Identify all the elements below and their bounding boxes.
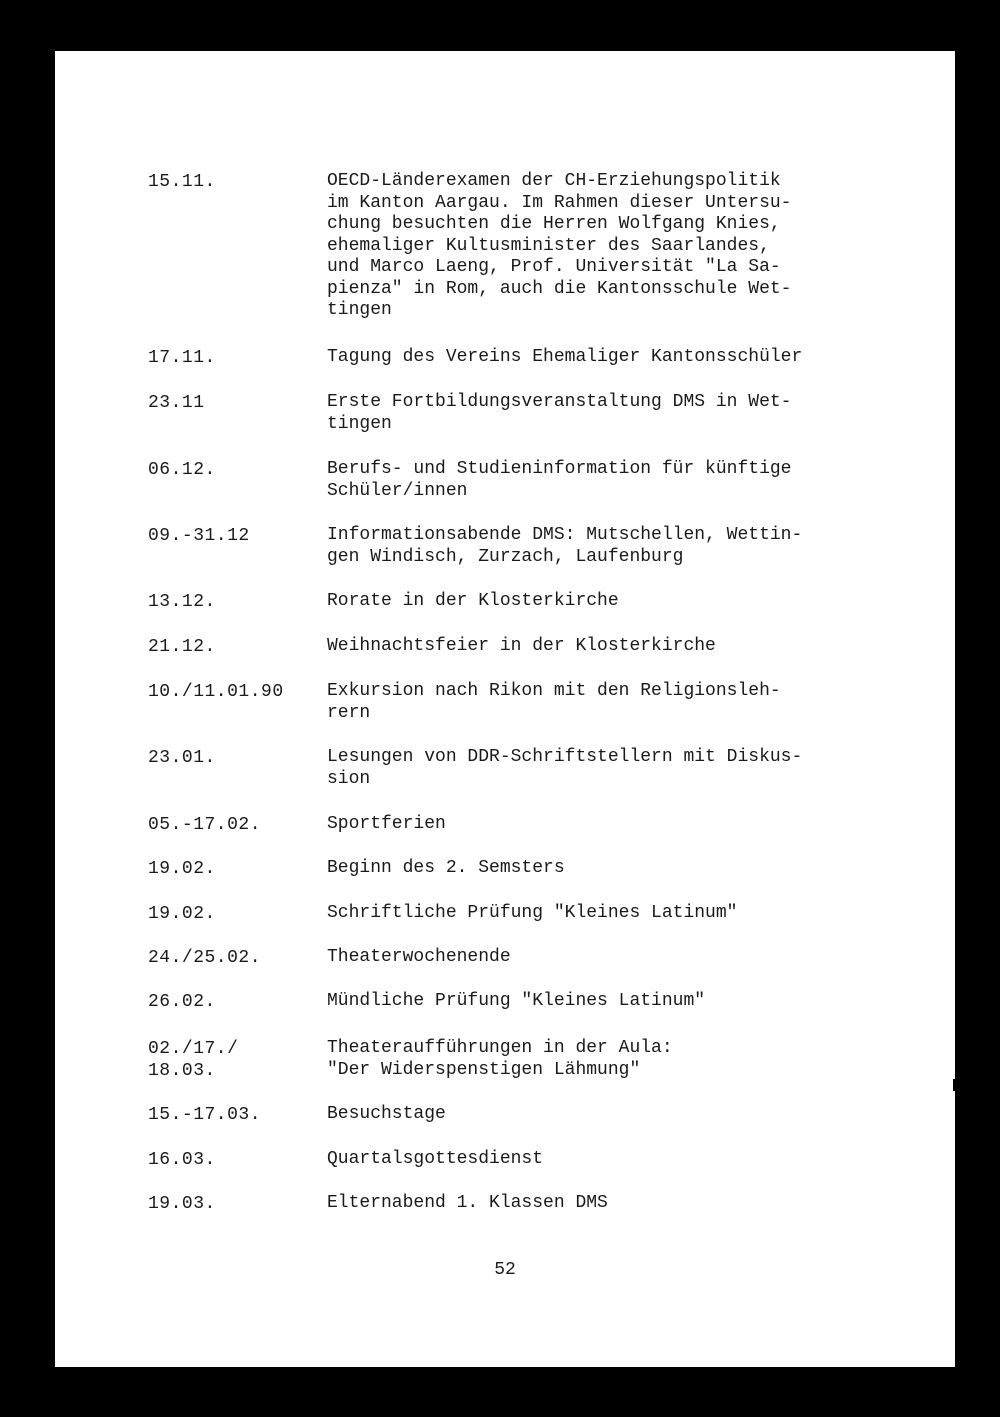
entry-date: 05.-17.02. [148,815,262,835]
entry-date: 24./25.02. [148,948,262,968]
entry-date: 16.03. [148,1150,216,1170]
entry-date: 13.12. [148,592,216,612]
entry-text: Beginn des 2. Semsters [327,858,565,878]
entry-text: Elternabend 1. Klassen DMS [327,1193,608,1213]
entry-date: 06.12. [148,460,216,480]
entry-date: 10./11.01.90 [148,682,284,702]
entry-date: 23.11 [148,393,205,413]
entry-text: Theaterwochenende [327,947,511,967]
page-number: 52 [494,1260,516,1280]
entry-date: 09.-31.12 [148,526,250,546]
entry-text: Besuchstage [327,1104,446,1124]
scan-edge-mark [953,1079,957,1091]
entry-date: 19.02. [148,904,216,924]
entry-date: 15.11. [148,172,216,192]
entry-date: 21.12. [148,637,216,657]
entry-date: 19.03. [148,1194,216,1214]
entry-text: Weihnachtsfeier in der Klosterkirche [327,636,716,656]
entry-date: 02./17./ 18.03. [148,1039,239,1081]
entry-text: Quartalsgottesdienst [327,1149,544,1169]
entry-date: 23.01. [148,748,216,768]
entry-text: Lesungen von DDR-Schriftstellern mit Diskus- sion [327,747,803,789]
entry-text: OECD-Länderexamen der CH-Erziehungspolitik im Kanton Aargau. Im Rahmen dieser Untersu- chung besuchten die Herren Wolfgang Knies, ehemaliger Kultusminister des Saarlandes, und Marco Laeng, Prof. Universität "La Sa- pienza" in Rom, auch die Kantonsschule Wet- tingen [327,171,792,320]
document-page [55,51,955,1367]
entry-text: Erste Fortbildungsveranstaltung DMS in Wet- tingen [327,392,792,434]
entry-date: 15.-17.03. [148,1105,262,1125]
entry-text: Tagung des Vereins Ehemaliger Kantonsschüler [327,347,803,367]
entry-date: 26.02. [148,992,216,1012]
entry-text: Theateraufführungen in der Aula: "Der Widerspenstigen Lähmung" [327,1038,673,1080]
entry-text: Mündliche Prüfung "Kleines Latinum" [327,991,706,1011]
entry-text: Informationsabende DMS: Mutschellen, Wettin- gen Windisch, Zurzach, Laufenburg [327,525,803,567]
entry-text: Berufs- und Studieninformation für künftige Schüler/innen [327,459,792,501]
entry-text: Exkursion nach Rikon mit den Religionsleh- rern [327,681,781,723]
entry-text: Rorate in der Klosterkirche [327,591,619,611]
entry-date: 17.11. [148,348,216,368]
entry-text: Sportferien [327,814,446,834]
entry-text: Schriftliche Prüfung "Kleines Latinum" [327,903,738,923]
entry-date: 19.02. [148,859,216,879]
